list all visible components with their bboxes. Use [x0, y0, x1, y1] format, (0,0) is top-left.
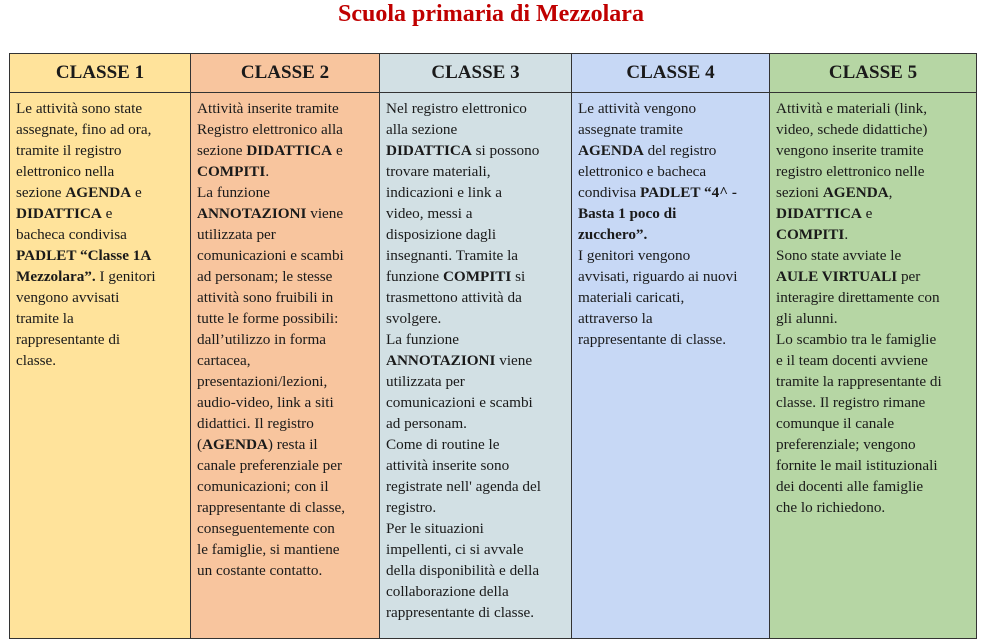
cell-text-line — [386, 224, 565, 245]
cell-text-line — [386, 98, 565, 119]
cell-text-line — [386, 539, 565, 560]
cell-text-line — [197, 140, 373, 161]
text: materiali caricati, — [578, 289, 685, 306]
text: ) resta il — [267, 436, 318, 453]
cell-text-line — [578, 308, 763, 329]
cell-text-line — [197, 392, 373, 413]
cell-classe-1 — [10, 93, 191, 639]
cell-text-line — [386, 455, 565, 476]
cell-text-line — [386, 476, 565, 497]
cell-text-line — [16, 119, 184, 140]
bold-text: COMPITI — [776, 226, 845, 243]
cell-text-line — [197, 98, 373, 119]
text: conseguentemente con — [197, 520, 335, 537]
cell-text-line — [776, 350, 970, 371]
text: ad personam. — [386, 415, 467, 432]
cell-text-line — [16, 224, 184, 245]
cell-text-line — [197, 203, 373, 224]
cell-text-line — [197, 161, 373, 182]
cell-text-line — [386, 182, 565, 203]
text: si possono — [471, 142, 540, 159]
text: comunicazioni e scambi — [386, 394, 533, 411]
cell-text-line — [386, 602, 565, 623]
cell-text-line — [386, 119, 565, 140]
text: . — [844, 226, 849, 243]
bold-text: AULE VIRTUALI — [776, 268, 898, 285]
text: sezione — [16, 184, 66, 201]
cell-text-line — [16, 329, 184, 350]
cell-text-line — [16, 182, 184, 203]
text: le famiglie, si mantiene — [197, 541, 340, 558]
cell-text-line — [197, 371, 373, 392]
text: insegnanti. Tramite la — [386, 247, 519, 264]
cell-text-line — [776, 476, 970, 497]
text: . — [265, 163, 270, 180]
cell-text-line — [197, 560, 373, 581]
cell-text-line — [578, 329, 763, 350]
cell-text-line — [578, 266, 763, 287]
cell-text-line — [197, 329, 373, 350]
cell-text-line — [197, 518, 373, 539]
cell-text-line — [197, 245, 373, 266]
text: sezione — [197, 142, 247, 159]
text: rappresentante di classe, — [197, 499, 346, 516]
cell-text-line — [776, 413, 970, 434]
bold-text: AGENDA — [822, 184, 889, 201]
cell-text-line — [197, 308, 373, 329]
page-title: Scuola primaria di Mezzolara — [338, 1, 644, 27]
text: alla sezione — [386, 121, 458, 138]
cell-text-line — [386, 161, 565, 182]
cell-classe-4 — [572, 93, 770, 639]
text: vengono inserite tramite — [776, 142, 924, 159]
text: La funzione — [197, 184, 270, 201]
cell-text-line — [16, 140, 184, 161]
bold-text: COMPITI — [197, 163, 266, 180]
cell-text-line — [197, 224, 373, 245]
cell-classe-5 — [770, 93, 977, 639]
text: attività inserite sono — [386, 457, 510, 474]
cell-text-line — [386, 308, 565, 329]
text: Registro elettronico alla — [197, 121, 343, 138]
text: video, schede didattiche) — [776, 121, 928, 138]
cell-text-line — [197, 266, 373, 287]
cell-text-line — [386, 329, 565, 350]
text: I genitori — [95, 268, 156, 285]
text: utilizzata per — [386, 373, 465, 390]
text: indicazioni e link a — [386, 184, 502, 201]
text: dall’utilizzo in forma — [197, 331, 327, 348]
text: La funzione — [386, 331, 459, 348]
text: elettronico nella — [16, 163, 115, 180]
bold-text: DIDATTICA — [386, 142, 472, 159]
bold-text: ANNOTAZIONI — [386, 352, 496, 369]
text: e — [101, 205, 113, 222]
classes-table — [9, 53, 977, 639]
cell-text-line — [16, 287, 184, 308]
cell-text-line — [776, 140, 970, 161]
text: per — [897, 268, 921, 285]
cell-text-line — [197, 413, 373, 434]
cell-text-line — [386, 140, 565, 161]
text: registro elettronico nelle — [776, 163, 925, 180]
cell-text-line — [197, 350, 373, 371]
header-classe-2: CLASSE 2 — [191, 54, 380, 93]
text: comunicazioni; con il — [197, 478, 329, 495]
text: preferenziale; vengono — [776, 436, 916, 453]
content-row — [10, 93, 977, 639]
bold-text: Mezzolara”. — [16, 268, 96, 285]
text: Per le situazioni — [386, 520, 484, 537]
cell-text-line — [776, 329, 970, 350]
cell-text-line — [578, 224, 763, 245]
bold-text: Basta 1 poco di — [578, 205, 677, 222]
cell-text-line — [386, 203, 565, 224]
text: e — [861, 205, 873, 222]
text: un costante contatto. — [197, 562, 323, 579]
cell-text-line — [776, 266, 970, 287]
cell-text-line — [578, 98, 763, 119]
cell-text-line — [578, 182, 763, 203]
cell-text-line — [386, 497, 565, 518]
text: Le attività vengono — [578, 100, 697, 117]
cell-text-line — [776, 224, 970, 245]
cell-text-line — [197, 497, 373, 518]
text: si — [511, 268, 526, 285]
text: e — [131, 184, 142, 201]
cell-text-line — [386, 392, 565, 413]
bold-text: AGENDA — [578, 142, 644, 159]
cell-text-line — [16, 203, 184, 224]
text: Nel registro elettronico — [386, 100, 527, 117]
cell-text-line — [16, 350, 184, 371]
bold-text: PADLET “4^ - — [640, 184, 737, 201]
text: comunque il canale — [776, 415, 895, 432]
cell-text-line — [776, 119, 970, 140]
text: che lo richiedono. — [776, 499, 886, 516]
text: condivisa — [578, 184, 641, 201]
cell-text-line — [386, 581, 565, 602]
text: fornite le mail istituzionali — [776, 457, 938, 474]
text: sezioni — [776, 184, 823, 201]
text: Come di routine le — [386, 436, 500, 453]
header-classe-5: CLASSE 5 — [770, 54, 977, 93]
bold-text: AGENDA — [202, 436, 268, 453]
text: funzione — [386, 268, 443, 285]
text: Attività inserite tramite — [197, 100, 339, 117]
text: registro. — [386, 499, 437, 516]
header-classe-3: CLASSE 3 — [380, 54, 572, 93]
cell-text-line — [578, 140, 763, 161]
text: classe. Il registro rimane — [776, 394, 926, 411]
cell-text-line — [386, 371, 565, 392]
text: video, messi a — [386, 205, 473, 222]
text: e il team docenti avviene — [776, 352, 928, 369]
cell-text-line — [16, 98, 184, 119]
cell-text-line — [776, 287, 970, 308]
cell-text-line — [776, 161, 970, 182]
cell-text-line — [197, 287, 373, 308]
text: canale preferenziale per — [197, 457, 343, 474]
cell-text-line — [776, 245, 970, 266]
cell-text-line — [578, 287, 763, 308]
text: comunicazioni e scambi — [197, 247, 344, 264]
bold-text: DIDATTICA — [776, 205, 862, 222]
text: elettronico e bacheca — [578, 163, 707, 180]
cell-text-line — [386, 413, 565, 434]
text: , — [888, 184, 893, 201]
text: viene — [495, 352, 533, 369]
text: didattici. Il registro — [197, 415, 314, 432]
text: rappresentante di — [16, 331, 121, 348]
text: trasmettono attività da — [386, 289, 522, 306]
text: della disponibilità e della — [386, 562, 540, 579]
cell-text-line — [197, 119, 373, 140]
text: attraverso la — [578, 310, 653, 327]
cell-text-line — [386, 434, 565, 455]
text: utilizzata per — [197, 226, 276, 243]
cell-text-line — [578, 203, 763, 224]
text: collaborazione della — [386, 583, 509, 600]
cell-text-line — [776, 182, 970, 203]
cell-text-line — [578, 161, 763, 182]
cell-classe-3 — [380, 93, 572, 639]
cell-text-line — [197, 182, 373, 203]
header-classe-4: CLASSE 4 — [572, 54, 770, 93]
bold-text: DIDATTICA — [246, 142, 333, 159]
cell-text-line — [776, 98, 970, 119]
cell-text-line — [386, 518, 565, 539]
bold-text: PADLET “Classe 1A — [16, 247, 152, 264]
text: tramite il registro — [16, 142, 122, 159]
cell-text-line — [776, 497, 970, 518]
cell-text-line — [197, 455, 373, 476]
cell-text-line — [197, 539, 373, 560]
text: ad personam; le stesse — [197, 268, 333, 285]
text: Lo scambio tra le famiglie — [776, 331, 937, 348]
text: vengono avvisati — [16, 289, 120, 306]
text: viene — [306, 205, 344, 222]
text: registrate nell' agenda del — [386, 478, 541, 495]
text: gli alunni. — [776, 310, 838, 327]
text: tutte le forme possibili: — [197, 310, 339, 327]
cell-text-line — [386, 560, 565, 581]
bold-text: zucchero”. — [578, 226, 648, 243]
cell-text-line — [197, 434, 373, 455]
cell-text-line — [776, 203, 970, 224]
text: avvisati, riguardo ai nuovi — [578, 268, 738, 285]
cell-text-line — [386, 266, 565, 287]
cell-text-line — [776, 455, 970, 476]
text: tramite la rappresentante di — [776, 373, 942, 390]
text: bacheca condivisa — [16, 226, 127, 243]
cell-text-line — [776, 434, 970, 455]
cell-text-line — [776, 371, 970, 392]
text: Le attività sono state — [16, 100, 143, 117]
cell-text-line — [16, 245, 184, 266]
text: attività sono fruibili in — [197, 289, 334, 306]
cell-text-line — [16, 308, 184, 329]
text: dei docenti alle famiglie — [776, 478, 924, 495]
text: interagire direttamente con — [776, 289, 940, 306]
text: classe. — [16, 352, 57, 369]
header-row — [10, 54, 977, 93]
cell-text-line — [386, 350, 565, 371]
text: Sono state avviate le — [776, 247, 902, 264]
cell-text-line — [578, 245, 763, 266]
text: svolgere. — [386, 310, 442, 327]
text: rappresentante di classe. — [386, 604, 535, 621]
text: I genitori vengono — [578, 247, 691, 264]
text: tramite la — [16, 310, 74, 327]
text: presentazioni/lezioni, — [197, 373, 328, 390]
text: cartacea, — [197, 352, 251, 369]
cell-text-line — [578, 119, 763, 140]
bold-text: COMPITI — [442, 268, 512, 285]
text: trovare materiali, — [386, 163, 491, 180]
text: assegnate tramite — [578, 121, 683, 138]
cell-text-line — [16, 161, 184, 182]
cell-text-line — [776, 308, 970, 329]
text: Attività e materiali (link, — [776, 100, 927, 117]
cell-text-line — [16, 266, 184, 287]
text: impellenti, ci si avvale — [386, 541, 524, 558]
text: del registro — [643, 142, 717, 159]
text: audio-video, link a siti — [197, 394, 334, 411]
cell-text-line — [776, 392, 970, 413]
text: disposizione dagli — [386, 226, 497, 243]
cell-text-line — [386, 287, 565, 308]
cell-text-line — [386, 245, 565, 266]
cell-classe-2 — [191, 93, 380, 639]
text: assegnate, fino ad ora, — [16, 121, 152, 138]
cell-text-line — [197, 476, 373, 497]
bold-text: AGENDA — [65, 184, 132, 201]
bold-text: ANNOTAZIONI — [197, 205, 307, 222]
bold-text: DIDATTICA — [16, 205, 102, 222]
header-classe-1: CLASSE 1 — [10, 54, 191, 93]
text: e — [332, 142, 343, 159]
text: ( — [197, 436, 203, 453]
text: rappresentante di classe. — [578, 331, 727, 348]
